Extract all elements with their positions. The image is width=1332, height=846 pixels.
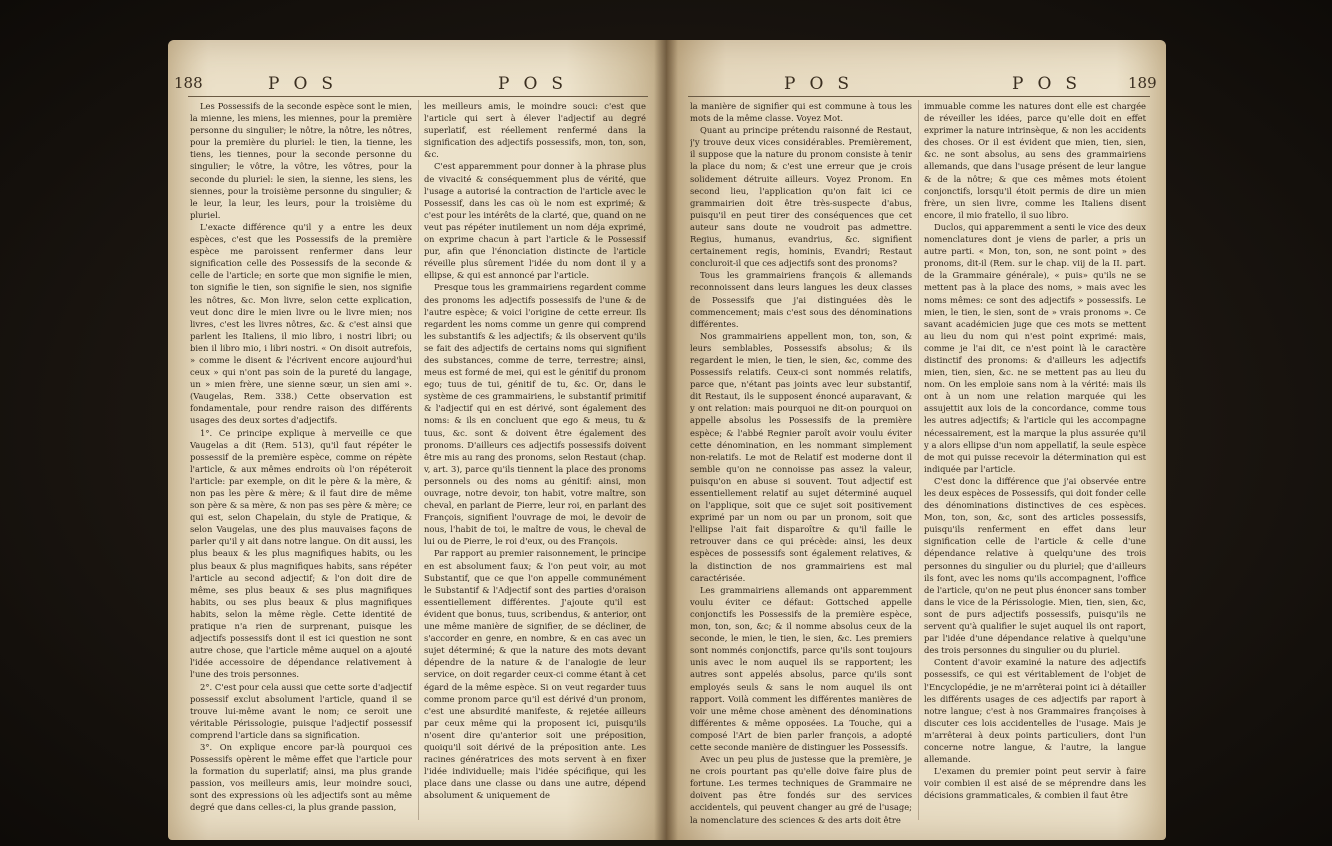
paragraph: Tous les grammairiens françois & allemands reconnoissent dans leurs langues les deux classes de Possessifs que j'ai distinguées dès le commencement; mais c'est sous des dénominations différentes. — [690, 270, 912, 329]
paragraph: Avec un peu plus de justesse que la première, je ne crois pourtant pas qu'elle doive faire plus de fortune. Les termes techniques de Grammaire ne doivent pas être fondés sur des services accidentels, qui peuvent changer au gré de l'usage; la nomenclature des sciences & des arts doit être — [690, 754, 912, 825]
left-header-rule — [188, 96, 648, 97]
right-running-head-2: POS — [1012, 74, 1092, 94]
paragraph: C'est donc la différence que j'ai observée entre les deux espèces de Possessifs, qui doit fonder celle des dénominations distinctives de ces espèces. Mon, ton, son, &c, sont des articles possessifs, puisqu'ils renferment en effet dans leur signification celle de l'article & celle d'une dépendance relative à quelqu'une des trois personnes du singulier ou du pluriel; que d'ailleurs ils font, avec les noms qu'ils accompagnent, l'office de l'article, qu'on ne peut plus énoncer sans tomber dans le vice de la Périssologie. Mien, tien, sien, &c, sont de purs adjectifs possessifs, puisqu'ils ne servent qu'à qualifier le sujet auquel ils ont raport, par l'idée d'une dépendance relative à quelqu'une des trois personnes du singulier ou du pluriel. — [924, 475, 1146, 656]
left-column-2 — [424, 100, 646, 830]
paragraph: Les Possessifs de la seconde espèce sont le mien, la mienne, les miens, les miennes, pour la première personne du singulier; le nôtre, la nôtre, les nôtres, pour la première du pluriel: le tien, la tienne, les tiens, les tiennes, pour la seconde personne du singulier; le vôtre, la vôtre, les vôtres, pour la seconde du pluriel: le sien, la sienne, les siens, les siennes, pour la troisième personne du singulier; & le leur, la leur, les leurs, pour la troisième du pluriel. — [190, 101, 412, 220]
left-column-divider — [418, 100, 419, 820]
left-running-head-2: POS — [498, 74, 578, 94]
paragraph: Quant au principe prétendu raisonné de Restaut, j'y trouve deux vices considérables. Premièrement, il suppose que la nature du pronom consiste à tenir la place du nom; & c'est une erreur que je crois solidement détruite ailleurs. Voyez Pronom. En second lieu, l'application qu'on fait ici ce grammairien doit être très-suspecte d'abus, puisqu'il en peut tirer des conséquences que cet auteur sans doute ne voudroit pas admettre. Regius, humanus, evandrius, &c. signifient certainement regis, hominis, Evandri; Restaut concluroit-il que ces adjectifs sont des pronoms? — [690, 125, 912, 269]
paragraph: 1°. Ce principe explique à merveille ce que Vaugelas a dit (Rem. 513), qu'il faut répéter le possessif de la première espèce, comme on répète l'article, & aux mêmes endroits où l'on répéteroit l'article: par exemple, on dit le père & la mère, & non pas les père & mère; & il faut dire de même son père & sa mère, & non pas ses père & mère; ce qui est, selon Chapelain, du style de Pratique, & selon Vaugelas, une des plus mauvaises façons de parler qu'il y ait dans notre langue. On dit aussi, les plus beaux & les plus magnifiques habits, ou les plus beaux & plus magnifiques habits, sans répéter l'article au second adjectif; & l'on doit dire de même, ses plus beaux & ses plus magnifiques habits, ou ses plus beaux & plus magnifiques habits, selon la même règle. Cette identité de pratique n'a rien de surprenant, puisque les adjectifs possessifs dont il est ici question ne sont autre chose, que l'article même auquel on a ajouté l'idée accessoire de dépendance relativement à l'une des trois personnes. — [190, 427, 412, 680]
paragraph: la manière de signifier qui est commune à tous les mots de la même classe. Voyez Mot. — [690, 101, 912, 124]
paragraph: Presque tous les grammairiens regardent comme des pronoms les adjectifs possessifs de l'une & de l'autre espèce; & voici l'origine de cette erreur. Ils regardent les noms comme un genre qui comprend les substantifs & les adjectifs; & ils observent qu'ils se fait des adjectifs de certains noms qui signifient des substances, comme de terre, terrestre; ainsi, meus est formé de mei, qui est le génitif du pronom ego; tuus de tui, génitif de tu, &c. Or, dans le système de ces grammairiens, le substantif primitif & l'adjectif qui en est dérivé, sont également des noms: & ils en concluent que ego & meus, tu & tuus, &c. sont & doivent être également des pronoms. D'ailleurs ces adjectifs possessifs doivent être mis au rang des pronoms, selon Restaut (chap. v, art. 3), parce qu'ils tiennent la place des pronoms personnels ou des noms au génitif: ainsi, mon ouvrage, notre devoir, ton habit, votre maître, son cheval, en parlant de Pierre, leur roi, en parlant des François, signifient l'ouvrage de moi, le devoir de nous, l'habit de toi, le maître de vous, le cheval de lui ou de Pierre, le roi d'eux, ou des François. — [424, 282, 646, 547]
paragraph: L'examen du premier point peut servir à faire voir combien il est aisé de se méprendre dans les décisions grammaticales, & combien il faut être — [924, 766, 1146, 801]
paragraph: Par rapport au premier raisonnement, le principe en est absolument faux; & l'on peut voir, au mot Substantif, que ce que l'on appelle communément le Substantif & l'Adjectif sont des parties d'oraison essentiellement différentes. J'ajoute qu'il est évident que bonus, tuus, scribendus, & anterior, ont une même manière de signifier, de se décliner, de s'accorder en genre, en nombre, & en cas avec un sujet déterminé; & que la nature des mots devant dépendre de la nature & de l'analogie de leur service, on doit regarder ceux-ci comme étant à cet égard de la même espèce. Si on veut regarder tuus comme pronom parce qu'il est dérivé d'un pronom, c'est une absurdité manifeste, & rejetée ailleurs par ceux même qui la proposent ici, puisqu'ils n'osent dire qu'anterior soit une préposition, quoiqu'il soit dérivé de la préposition ante. Les racines génératrices des mots servent à en fixer l'idée individuelle; mais l'idée spécifique, qui les place dans une classe ou dans une autre, dépend absolument & uniquement de — [424, 548, 646, 801]
paragraph: Les grammairiens allemands ont apparemment voulu éviter ce défaut: Gottsched appelle conjonctifs les Possessifs de la première espèce, mon, ton, son, &c; & il nomme absolus ceux de la seconde, le mien, le tien, le sien, &c. Les premiers sont nommés conjonctifs, parce qu'ils sont toujours unis avec le nom auquel ils se rapportent; les autres sont appelés absolus, parce qu'ils sont employés seuls & sans le nom auquel ils ont rapport. Voilà comment les différentes manières de voir une même chose amènent des dénominations différentes & même opposées. La Touche, qui a composé l'Art de bien parler françois, a adopté cette seconde manière de distinguer les Possessifs. — [690, 584, 912, 752]
right-column-1 — [690, 100, 912, 830]
right-running-head-1: POS — [784, 74, 864, 94]
paragraph: L'exacte différence qu'il y a entre les deux espèces, c'est que les Possessifs de la première espèce me paroissent renfermer dans leur signification celle des Possessifs de la seconde & celle de l'article; en sorte que mon signifie le mien, ton signifie le tien, son signifie le sien, nos signifie les nôtres, &c. Mon livre, selon cette explication, veut donc dire le mien livre ou le livre mien; nos livres, c'est les livres nôtres, &c. & c'est ainsi que parlent les Italiens, il mio libro, i nostri libri; ou bien il libro mio, i libri nostri. « On disoit autrefois, » comme le disent & l'écrivent encore aujourd'hui ceux » qui n'ont pas soin de la pureté du langage, un » mien frère, une sienne sœur, un sien ami ». (Vaugelas, Rem. 338.) Cette observation est fondamentale, pour rendre raison des différents usages des deux sortes d'adjectifs. — [190, 221, 412, 426]
left-running-head-1: POS — [268, 74, 348, 94]
book-gutter — [654, 40, 678, 840]
paragraph: immuable comme les natures dont elle est chargée de réveiller les idées, parce qu'elle doit en effet exprimer la nature intrinsèque, & non les accidents des choses. Or il est évident que mien, tien, sien, &c. ne sont absolus, au sens des grammairiens allemands, que dans l'usage présent de leur langue & de la nôtre; & que ces mêmes mots étoient conjonctifs, lorsqu'il étoit permis de dire un mien frère, un sien livre, comme les Italiens disent encore, il mio fratello, il suo libro. — [924, 101, 1146, 220]
right-header-rule — [688, 96, 1150, 97]
paragraph: Nos grammairiens appellent mon, ton, son, & leurs semblables, Possessifs absolus; & ils regardent le mien, le tien, le sien, &c, comme des Possessifs relatifs. Ceux-ci sont nommés relatifs, parce que, n'étant pas joints avec leur substantif, dit Restaut, ils le supposent énoncé auparavant, & y ont relation: mais pourquoi ne dit-on pourquoi on appelle absolus les Possessifs de la première espèce; & l'abbé Regnier paroît avoir voulu éviter cette dénomination, en les nommant simplement non-relatifs. Le mot de Relatif est moderne dont il semble qu'on ne connoisse pas assez la valeur, puisqu'on en abuse si souvent. Tout adjectif est essentiellement relatif au sujet déterminé auquel on l'applique, soit que ce sujet soit positivement exprimé par un nom ou par un pronom, soit que l'ellipse l'ait fait disparoître & qu'il faille le retrouver dans ce qui précède: ainsi, les deux espèces de possessifs sont également relatives, & la distinction de nos grammairiens est mal caractérisée. — [690, 330, 912, 583]
paragraph: les meilleurs amis, le moindre souci: c'est que l'article qui sert à élever l'adjectif au degré superlatif, est réellement renfermé dans la signification des adjectifs possessifs, mon, ton, son, &c. — [424, 101, 646, 160]
left-page — [168, 40, 666, 840]
paragraph: Content d'avoir examiné la nature des adjectifs possessifs, ce qui est véritablement de l'objet de l'Encyclopédie, je ne m'arrêterai point ici à détailler les différents usages de ces adjectifs par raport à notre langue; c'est à nos Grammaires françoises à discuter ces lois accidentelles de l'usage. Mais je m'arrêterai à deux points particuliers, dont l'un concerne notre langue, & l'autre, la langue allemande. — [924, 657, 1146, 765]
left-page-number: 188 — [174, 74, 203, 92]
left-column-1 — [190, 100, 412, 830]
right-column-divider — [918, 100, 919, 820]
paragraph: C'est apparemment pour donner à la phrase plus de vivacité & conséquemment plus de vérité, que l'usage a autorisé la contraction de l'article avec le Possessif, dans les cas où le nom est exprimé; & c'est pour les intérêts de la clarté, que, quand on ne veut pas répéter inutilement un nom déja exprimé, on exprime chacun à part l'article & le Possessif pur, afin que l'énonciation distincte de l'article réveille plus sûrement l'idée du nom dont il y a ellipse, & qui est annoncé par l'article. — [424, 161, 646, 281]
right-page — [666, 40, 1166, 840]
paragraph: 3°. On explique encore par-là pourquoi ces Possessifs opèrent le même effet que l'article pour la formation du superlatif; ainsi, ma plus grande passion, vos meilleurs amis, leur moindre souci, sont des expressions où les adjectifs sont au même degré que dans celles-ci, la plus grande passion, — [190, 741, 412, 813]
paragraph: Duclos, qui apparemment a senti le vice des deux nomenclatures dont je viens de parler, a pris un autre parti. « Mon, ton, son, ne sont point » des pronoms, dit-il (Rem. sur le chap. viij de la II. part. de la Grammaire générale), « puis» qu'ils ne se mettent pas à la place des noms, » mais avec les noms mêmes: ce sont des adjectifs » possessifs. Le mien, le tien, le sien, sont de » vrais pronoms ». Ce savant académicien juge que ces mots se mettent au lieu du nom qui n'est point exprimé: mais, comme je l'ai dit, ce n'est point là le caractère distinctif des pronoms: & d'ailleurs les adjectifs mien, tien, sien, &c. ne se mettent pas au lieu du nom. On les emploie sans nom à la vérité: mais ils ont à un nom une relation marquée qui les assujettit aux lois de la concordance, comme tous les autres adjectifs; & l'article qui les accompagne nécessairement, est la marque la plus assurée qu'il y a alors ellipse d'un nom appellatif, la seule espèce de mot qui puisse recevoir la détermination qui est indiquée par l'article. — [924, 221, 1146, 474]
right-column-2 — [924, 100, 1146, 830]
paragraph: 2°. C'est pour cela aussi que cette sorte d'adjectif possessif exclut absolument l'article, quand il se trouve lui-même avant le nom; ce seroit une véritable Périssologie, puisque l'adjectif possessif comprend l'article dans sa signification. — [190, 681, 412, 740]
right-page-number: 189 — [1128, 74, 1157, 92]
